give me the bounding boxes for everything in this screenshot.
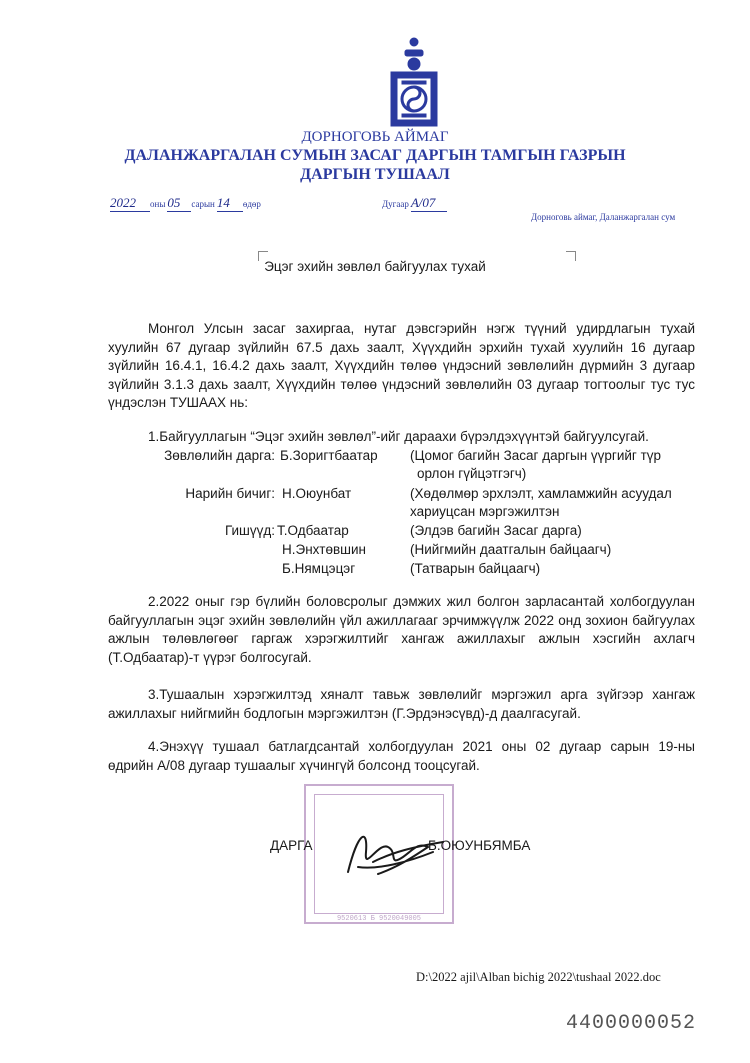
item-2: 2.2022 оныг гэр бүлийн боловсролыг дэмжих жил болгон зарласантай холбогдуулан байгууллагын эцэг эхийн зөвлөлийн үйл ажиллагааг эрчимжүүлж 2022 онд зохион байгуулах ажлын төлөвлөгөөг гаргаж хэрэгжилтийг хангаж ажиллахыг ажлын хэсгийн ахлагч (Т.Одбаатар)-т үүрэг болгосугай. (108, 594, 695, 665)
member-name: Н.Оюунбат (282, 486, 352, 501)
date-line (110, 194, 261, 212)
subject-title: Эцэг эхийн зөвлөл байгуулах тухай (264, 259, 486, 274)
file-path: D:\2022 ajil\Alban bichig 2022\tushaal 2022.doc (416, 970, 661, 984)
member-desc: (Нийгмийн даатгалын байцаагч) (410, 542, 612, 557)
stamp-text: 9520613 Б 9520049005 (336, 915, 421, 923)
member-role: Нарийн бичиг: (185, 486, 275, 501)
item-3: 3.Тушаалын хэрэгжилтэд хяналт тавьж зөвлөлийг мэргэжил арга зүйгээр хангаж ажиллахыг нийгмийн бодлогын мэргэжилтэн (Г.Эрдэнэсүвд)-д даалгасугай. (108, 687, 695, 721)
item-4: 4.Энэхүү тушаал батлагдсантай холбогдуулан 2021 оны 02 дугаар сарын 19-ны өдрийн А/08 дугаар тушаалыг хүчингүй болсонд тооцсугай. (108, 739, 695, 773)
date-month: 05 (167, 195, 191, 212)
date-day: 14 (217, 195, 243, 212)
member-desc: орлон гүйцэтгэгч) (417, 466, 527, 481)
header-aimag: ДОРНОГОВЬ АЙМАГ (301, 129, 449, 145)
header-order-title: ДАРГЫН ТУШААЛ (300, 166, 450, 183)
member-name: Б.Нямцэцэг (282, 561, 356, 576)
member-role: Гишүүд: (224, 523, 275, 538)
member-role: Зөвлөлийн дарга: (164, 448, 275, 463)
item-1: 1.Байгууллагын “Эцэг эхийн зөвлөл”-ийг дараахи бүрэлдэхүүнтэй байгуулсугай. (148, 429, 649, 444)
member-desc: (Цомог багийн Засаг даргын үүргийг түр (410, 448, 662, 463)
date-year: 2022 (110, 195, 150, 212)
order-number (382, 194, 447, 212)
signer-title: ДАРГА (270, 838, 313, 853)
serial-number: 4400000052 (566, 1012, 697, 1035)
order-number-value: A/07 (411, 195, 447, 212)
order-number-label: Дугаар (382, 199, 409, 209)
member-name: Б.Зоригтбаатар (280, 448, 378, 463)
member-desc: (Хөдөлмөр эрхлэлт, хамламжийн асуудал (410, 486, 672, 501)
place: Дорноговь аймаг, Даланжаргалан сум (531, 212, 676, 222)
intro-paragraph: Монгол Улсын засаг захиргаа, нутаг дэвсгэрийн нэгж түүний удирдлагын тухай хуулийн 67 дугаар зүйлийн 67.5 дахь заалт, Хүүхдийн эрхийн тухай хуулийн 16 дугаар зүйлийн 16.4.1, 16.4.2 дахь заалт, Хүүхдийн төлөө үндэсний зөвлөлийн дүрмийн 3 дугаар зүйлийн 3.1.3 дахь заалт, Хүүхдийн төлөө үндэсний зөвлөлийн 03 дугаар тогтоолыг тус тус үндэслэн ТУШААХ нь: (108, 321, 695, 410)
date-day-label: өдөр (242, 199, 261, 209)
signer-name: Б.ОЮУНБЯМБА (428, 838, 531, 853)
soyombo-emblem-icon (383, 36, 445, 128)
member-name: Т.Одбаатар (277, 523, 349, 538)
date-month-label: сарын (191, 199, 215, 209)
member-name: Н.Энхтөвшин (282, 542, 366, 557)
header-office: ДАЛАНЖАРГАЛАН СУМЫН ЗАСАГ ДАРГЫН ТАМГЫН ГАЗРЫН (124, 147, 626, 164)
date-year-label: оны (150, 199, 166, 209)
member-desc: (Элдэв багийн Засаг дарга) (410, 523, 582, 538)
member-desc: хариуцсан мэргэжилтэн (410, 504, 560, 519)
member-desc: (Татварын байцаагч) (410, 561, 541, 576)
